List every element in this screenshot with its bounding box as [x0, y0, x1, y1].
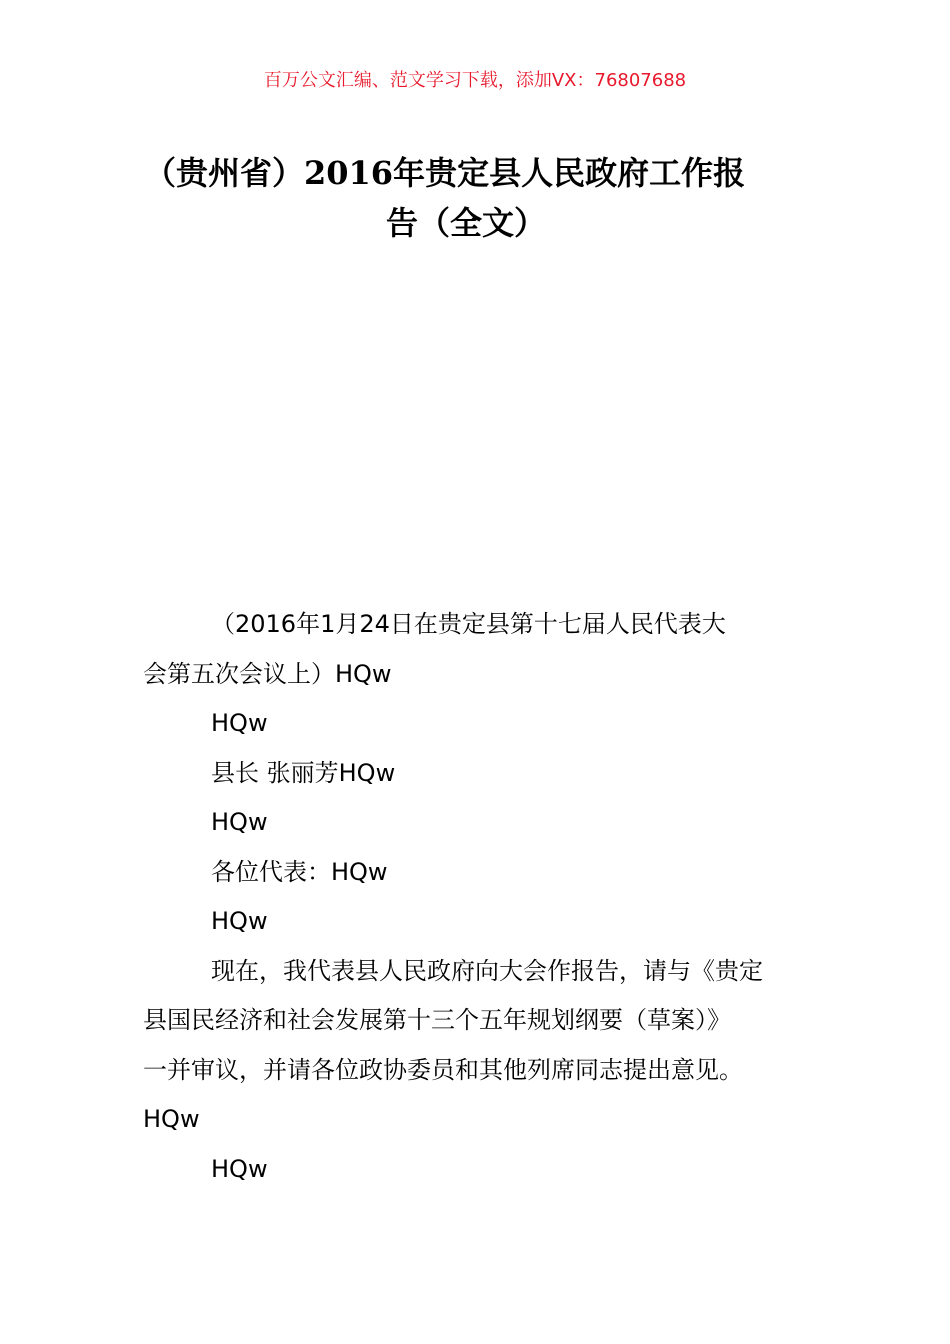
body-line-paragraph-1: 现在，我代表县人民政府向大会作报告，请与《贵定	[211, 956, 763, 985]
header-note: 百万公文汇编、范文学习下载，添加VX：76807688	[263, 70, 687, 91]
body-line-blank: HQw	[211, 808, 268, 836]
body-line-blank: HQw	[211, 1154, 268, 1183]
body-line-paragraph-2: 县国民经济和社会发展第十三个五年规划纲要（草案）》	[143, 1006, 731, 1034]
body-line-date-2: 会第五次会议上）HQw	[143, 659, 392, 688]
body-line-blank: HQw	[211, 709, 268, 737]
document-title	[140, 148, 820, 248]
body-line-paragraph-4: HQw	[143, 1105, 200, 1133]
body-line-paragraph-3: 一并审议，并请各位政协委员和其他列席同志提出意见。	[143, 1055, 743, 1084]
title-line-2: 告（全文）	[386, 204, 547, 242]
body-line-date-1: （2016年1月24日在贵定县第十七届人民代表大	[211, 610, 726, 638]
title-line-1: （贵州省）2016年贵定县人民政府工作报	[144, 154, 746, 192]
body-line-blank: HQw	[211, 907, 268, 935]
body-line-salutation: 各位代表：HQw	[211, 857, 388, 886]
document-body	[143, 600, 823, 1194]
body-line-speaker: 县长 张丽芳HQw	[211, 758, 396, 787]
